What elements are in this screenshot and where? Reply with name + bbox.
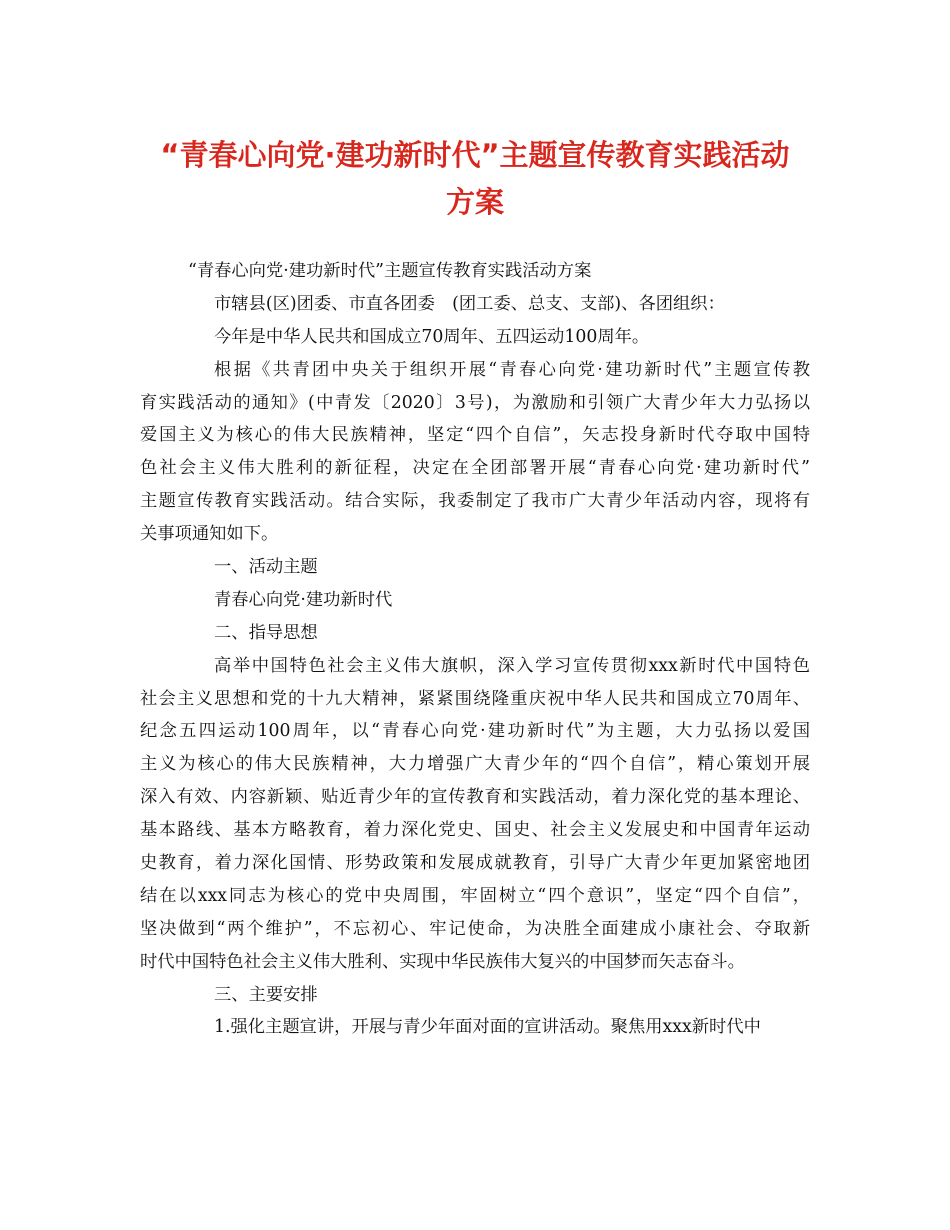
body-line: 关事项通知如下。 xyxy=(140,524,279,545)
section-heading: 二、指导思想 xyxy=(214,622,318,643)
body-line: 时代中国特色社会主义伟大胜利、实现中华民族伟大复兴的中国梦而矢志奋斗。 xyxy=(140,951,745,972)
body-line: 主题宣传教育实践活动。结合实际，我委制定了我市广大青少年活动内容，现将有 xyxy=(140,491,810,512)
body-line: 爱国主义为核心的伟大民族精神，坚定“四个自信”，矢志投身新时代夺取中国特 xyxy=(140,425,810,446)
document-title-continued: 方案 xyxy=(445,185,504,219)
body-line: 史教育，着力深化国情、形势政策和发展成就教育，引导广大青少年更加紧密地团 xyxy=(140,853,810,874)
body-line: 坚决做到“两个维护”，不忘初心、牢记使命，为决胜全面建成小康社会、夺取新 xyxy=(140,918,810,939)
body-line: 1.强化主题宣讲，开展与青少年面对面的宣讲活动。聚焦用xxx新时代中 xyxy=(214,1017,761,1038)
document-title: “青春心向党·建功新时代”主题宣传教育实践活动 xyxy=(160,138,790,172)
body-line: 结在以xxx同志为核心的党中央周围，牢固树立“四个意识”，坚定“四个自信”， xyxy=(140,885,810,906)
document-body xyxy=(140,255,810,1044)
body-line: 青春心向党·建功新时代 xyxy=(214,589,393,610)
body-line: 育实践活动的通知》(中青发〔2020〕3号)，为激励和引领广大青少年大力弘扬以 xyxy=(140,392,810,413)
body-line: 主义为核心的伟大民族精神，大力增强广大青少年的“四个自信”，精心策划开展 xyxy=(140,754,810,775)
body-line: 色社会主义伟大胜利的新征程，决定在全团部署开展“青春心向党·建功新时代” xyxy=(140,458,810,479)
body-line: 深入有效、内容新颖、贴近青少年的宣传教育和实践活动，着力深化党的基本理论、 xyxy=(140,787,810,808)
body-line: 市辖县(区)团委、市直各团委 (团工委、总支、支部)、各团组织： xyxy=(214,293,725,314)
body-line: 纪念五四运动100周年，以“青春心向党·建功新时代”为主题，大力弘扬以爱国 xyxy=(140,721,810,742)
body-line: 今年是中华人民共和国成立70周年、五四运动100周年。 xyxy=(214,326,650,347)
body-line: 根据《共青团中央关于组织开展“青春心向党·建功新时代”主题宣传教 xyxy=(214,359,810,380)
body-line: 基本路线、基本方略教育，着力深化党史、国史、社会主义发展史和中国青年运动 xyxy=(140,820,810,841)
body-line: “青春心向党·建功新时代”主题宣传教育实践活动方案 xyxy=(188,261,592,281)
section-heading: 三、主要安排 xyxy=(214,984,318,1005)
body-line: 高举中国特色社会主义伟大旗帜，深入学习宣传贯彻xxx新时代中国特色 xyxy=(214,655,810,676)
section-heading: 一、活动主题 xyxy=(214,557,318,578)
body-line: 社会主义思想和党的十九大精神，紧紧围绕隆重庆祝中华人民共和国成立70周年、 xyxy=(140,688,810,709)
